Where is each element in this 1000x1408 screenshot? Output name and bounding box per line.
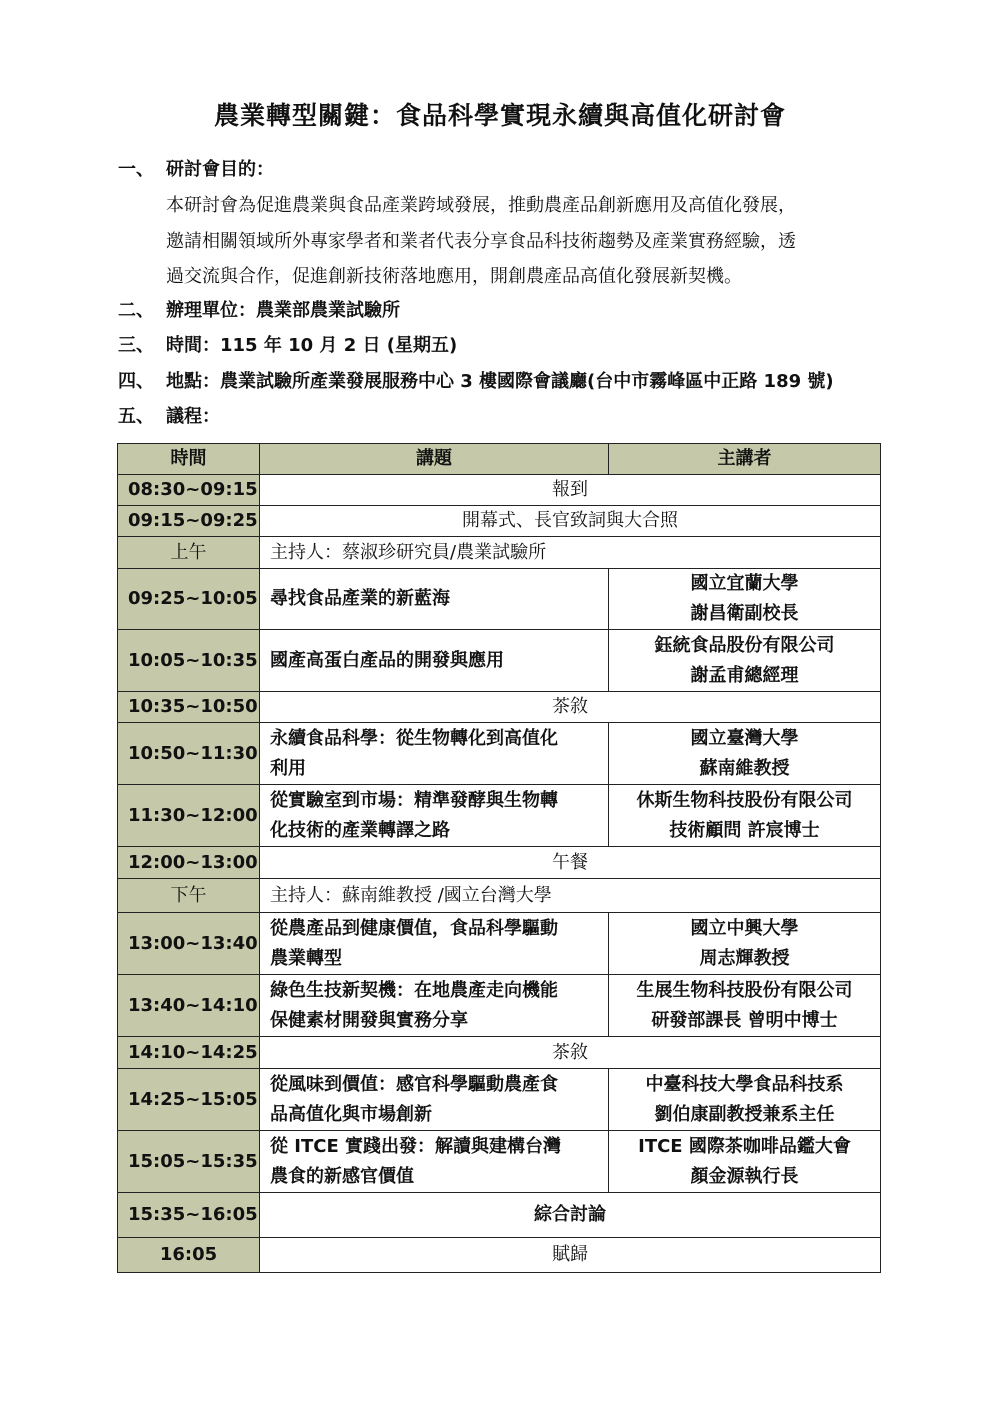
time-cell: 13:40~14:10: [118, 975, 260, 1037]
speaker-org: ITCE 國際茶咖啡品鑑大會: [638, 1135, 851, 1157]
time-cell: 14:25~15:05: [118, 1069, 260, 1131]
time-cell: 09:15~09:25: [118, 506, 260, 537]
header-time: 時間: [118, 444, 260, 475]
topic-cell: [260, 1131, 609, 1193]
event-cell: 茶敘: [260, 692, 881, 723]
section-agenda-heading: [118, 402, 220, 428]
speaker-name: 研發部課長 曾明中博士: [651, 1009, 838, 1031]
section-label: 議程：: [166, 406, 220, 427]
header-speaker: 主講者: [609, 444, 881, 475]
time-cell: 14:10~14:25: [118, 1037, 260, 1069]
topic-line: 從實驗室到市場：精準發酵與生物轉: [270, 789, 558, 811]
table-row: [118, 506, 881, 537]
time-cell: 10:05~10:35: [118, 630, 260, 692]
speaker-cell: [609, 975, 881, 1037]
section-number: 五、: [118, 406, 154, 427]
table-row: [118, 1037, 881, 1069]
speaker-name: 蘇南維教授: [699, 757, 790, 779]
speaker-org: 中臺科技大學食品科技系: [645, 1073, 844, 1095]
event-cell: 茶敘: [260, 1037, 881, 1069]
topic-line: 農食的新感官價值: [270, 1165, 414, 1187]
speaker-name: 技術顧問 許宸博士: [669, 819, 820, 841]
event-cell: 賦歸: [260, 1238, 881, 1273]
table-row: [118, 1238, 881, 1273]
topic-cell: [260, 723, 609, 785]
section-label: 研討會目的：: [166, 159, 274, 180]
time-cell: 10:35~10:50: [118, 692, 260, 723]
time-cell: 上午: [118, 537, 260, 569]
speaker-cell: [609, 569, 881, 630]
section-text: 地點：農業試驗所產業發展服務中心 3 樓國際會議廳(台中市霧峰區中正路 189 號): [166, 371, 834, 392]
table-header-row: [118, 444, 881, 475]
topic-line: 尋找食品產業的新藍海: [270, 588, 450, 609]
host-cell: 主持人：蔡淑珍研究員/農業試驗所: [260, 537, 881, 569]
speaker-name: 周志輝教授: [699, 947, 790, 969]
speaker-name: 劉伯康副教授兼系主任: [654, 1103, 835, 1125]
section-place: [118, 367, 834, 393]
table-row: [118, 975, 881, 1037]
topic-cell: [260, 569, 609, 630]
table-row: [118, 692, 881, 723]
time-cell: 13:00~13:40: [118, 913, 260, 975]
table-row: [118, 785, 881, 847]
topic-line: 化技術的產業轉譯之路: [270, 819, 450, 841]
speaker-org: 國立宜蘭大學: [690, 573, 799, 594]
topic-line: 品高值化與市場創新: [270, 1103, 432, 1125]
speaker-name: 謝孟甫總經理: [690, 664, 799, 686]
purpose-line-3: 過交流與合作，促進創新技術落地應用，開創農產品高值化發展新契機。: [166, 266, 742, 287]
speaker-cell: [609, 913, 881, 975]
time-cell: 15:05~15:35: [118, 1131, 260, 1193]
topic-line: 從 ITCE 實踐出發：解讀與建構台灣: [270, 1135, 562, 1157]
table-row: [118, 1193, 881, 1238]
speaker-cell: [609, 723, 881, 785]
host-cell: 主持人：蘇南維教授 /國立台灣大學: [260, 879, 881, 913]
time-cell: 10:50~11:30: [118, 723, 260, 785]
section-number: 二、: [118, 300, 154, 321]
section-time: [118, 331, 457, 357]
section-text: 辦理單位：農業部農業試驗所: [166, 300, 400, 321]
topic-cell: [260, 785, 609, 847]
speaker-cell: [609, 785, 881, 847]
event-cell: 綜合討論: [260, 1193, 881, 1238]
time-cell: 下午: [118, 879, 260, 913]
time-cell: 16:05: [118, 1238, 260, 1273]
topic-line: 農業轉型: [270, 947, 342, 969]
section-number: 三、: [118, 335, 154, 356]
purpose-line-2: 邀請相關領域所外專家學者和業者代表分享食品科技術趨勢及產業實務經驗，透: [166, 231, 796, 252]
event-cell: 午餐: [260, 847, 881, 879]
topic-line: 保健素材開發與實務分享: [270, 1009, 468, 1031]
speaker-name: 謝昌衛副校長: [690, 603, 799, 624]
purpose-line-1: 本研討會為促進農業與食品產業跨域發展，推動農產品創新應用及高值化發展，: [166, 195, 796, 216]
topic-cell: [260, 913, 609, 975]
event-cell: 開幕式、長官致詞與大合照: [260, 506, 881, 537]
topic-cell: [260, 975, 609, 1037]
speaker-org: 休斯生物科技股份有限公司: [636, 789, 853, 811]
topic-line: 綠色生技新契機：在地農產走向機能: [270, 979, 558, 1001]
speaker-cell: [609, 1069, 881, 1131]
table-row: [118, 569, 881, 630]
section-organizer: [118, 296, 400, 322]
table-row: [118, 723, 881, 785]
time-cell: 15:35~16:05: [118, 1193, 260, 1238]
table-row: [118, 1131, 881, 1193]
topic-line: 永續食品科學：從生物轉化到高值化: [270, 727, 558, 749]
time-cell: 09:25~10:05: [118, 569, 260, 630]
table-row: [118, 847, 881, 879]
topic-line: 利用: [270, 757, 306, 779]
document-title: 農業轉型關鍵：食品科學實現永續與高值化研討會: [213, 101, 786, 130]
topic-cell: [260, 1069, 609, 1131]
topic-line: 從農產品到健康價值，食品科學驅動: [270, 917, 558, 939]
speaker-org: 生展生物科技股份有限公司: [636, 979, 853, 1001]
table-row: [118, 913, 881, 975]
table-row: [118, 1069, 881, 1131]
section-number: 四、: [118, 371, 154, 392]
topic-line: 從風味到價值：感官科學驅動農產食: [270, 1073, 558, 1095]
speaker-cell: [609, 630, 881, 692]
speaker-cell: [609, 1131, 881, 1193]
section-purpose-heading: [118, 155, 274, 181]
event-cell: 報到: [260, 475, 881, 506]
speaker-name: 顏金源執行長: [690, 1165, 799, 1187]
topic-line: 國產高蛋白產品的開發與應用: [270, 649, 504, 671]
table-row: [118, 475, 881, 506]
header-topic: 講題: [260, 444, 609, 475]
table-row: [118, 630, 881, 692]
time-cell: 12:00~13:00: [118, 847, 260, 879]
section-number: 一、: [118, 159, 154, 180]
speaker-org: 國立中興大學: [690, 917, 799, 939]
section-text: 時間：115 年 10 月 2 日 (星期五): [166, 335, 458, 356]
table-row: [118, 879, 881, 913]
speaker-org: 國立臺灣大學: [690, 727, 799, 749]
time-cell: 08:30~09:15: [118, 475, 260, 506]
speaker-org: 鈺統食品股份有限公司: [654, 634, 835, 656]
time-cell: 11:30~12:00: [118, 785, 260, 847]
topic-cell: [260, 630, 609, 692]
table-row: [118, 537, 881, 569]
agenda-table: [117, 443, 881, 1273]
